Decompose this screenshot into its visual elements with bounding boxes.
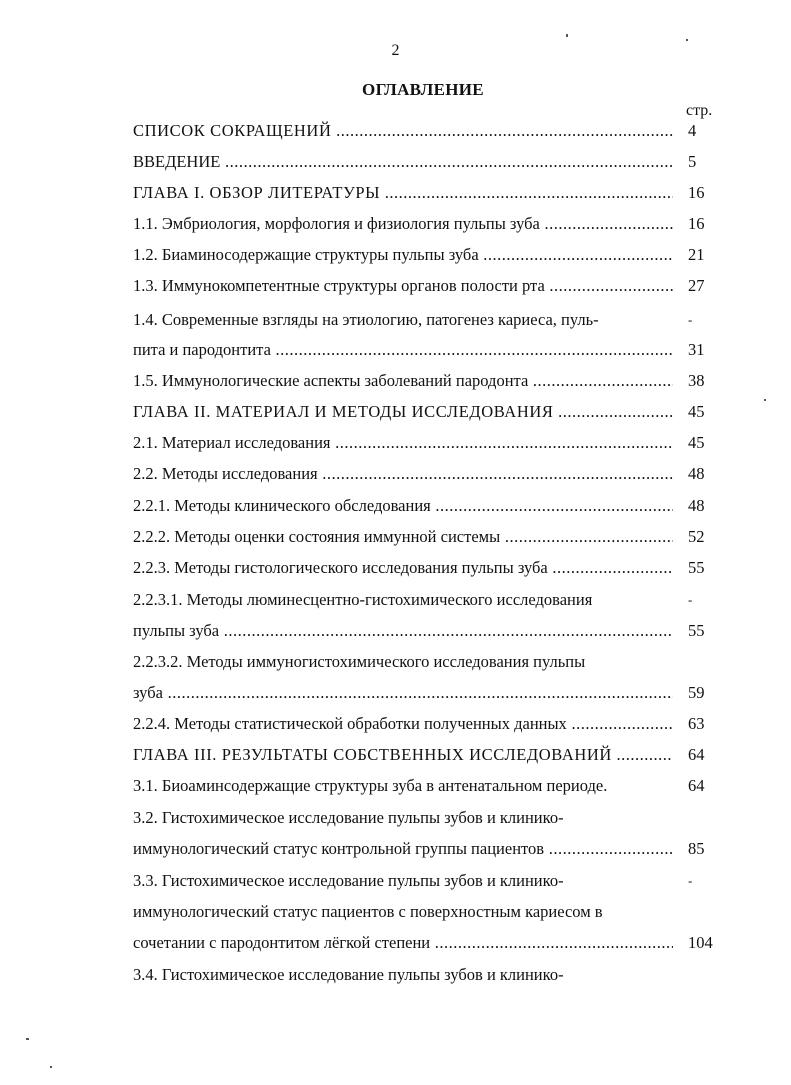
toc-entry: 1.4. Современные взгляды на этиологию, патогенез кариеса, пуль- xyxy=(133,310,599,329)
scan-speck xyxy=(50,1066,52,1068)
scan-speck xyxy=(764,399,766,401)
toc-page: 45 xyxy=(688,433,705,452)
toc-entry: сочетании с пародонтитом лёгкой степени ..... xyxy=(133,933,673,953)
toc-entry: ГЛАВА II. МАТЕРИАЛ И МЕТОДЫ ИССЛЕДОВАНИЯ ..... xyxy=(133,402,673,422)
toc-entry: 2.2. Методы исследования ..... xyxy=(133,464,673,484)
toc-entry: 3.1. Биоаминсодержащие структуры зуба в антенатальном периоде. xyxy=(133,776,608,795)
toc-page: 5 xyxy=(688,152,697,171)
toc-entry: 2.2.2. Методы оценки состояния иммунной системы ..... xyxy=(133,527,673,547)
toc-entry: пита и пародонтита ..... xyxy=(133,340,673,360)
toc-page: 16 xyxy=(688,183,705,202)
toc-entry: 2.2.4. Методы статистической обработки полученных данных ..... xyxy=(133,714,673,734)
toc-entry: ВВЕДЕНИЕ ..... xyxy=(133,152,673,172)
toc-page: - xyxy=(688,873,693,888)
toc-entry: иммунологический статус контрольной группы пациентов ..... xyxy=(133,839,673,859)
toc-page: 64 xyxy=(688,745,705,764)
toc-page: 31 xyxy=(688,340,705,359)
toc-entry: 2.2.3.2. Методы иммуногистохимического исследования пульпы xyxy=(133,652,586,671)
toc-page: 104 xyxy=(688,933,713,952)
toc-page: 27 xyxy=(688,276,705,295)
toc-entry: 3.4. Гистохимическое исследование пульпы зубов и клинико- xyxy=(133,965,564,984)
toc-page: 48 xyxy=(688,496,705,515)
toc-page: 85 xyxy=(688,839,705,858)
toc-entry: 1.2. Биаминосодержащие структуры пульпы зуба ..... xyxy=(133,245,673,265)
toc-page: 21 xyxy=(688,245,705,264)
toc-page: 52 xyxy=(688,527,705,546)
scan-speck xyxy=(686,39,688,41)
toc-page: 38 xyxy=(688,371,705,390)
toc-page: - xyxy=(688,592,693,607)
toc-page: - xyxy=(688,312,693,327)
toc-entry: ГЛАВА III. РЕЗУЛЬТАТЫ СОБСТВЕННЫХ ИССЛЕДОВАНИЙ ..... xyxy=(133,745,673,765)
scan-speck xyxy=(26,1038,29,1040)
toc-page: 45 xyxy=(688,402,705,421)
toc-entry: СПИСОК СОКРАЩЕНИЙ ..... xyxy=(133,121,673,141)
toc-page: 4 xyxy=(688,121,697,140)
toc-entry: 2.2.3.1. Методы люминесцентно-гистохимического исследования xyxy=(133,590,593,609)
toc-entry: зуба ..... xyxy=(133,683,673,703)
page-column-label: стр. xyxy=(686,102,713,119)
toc-entry: иммунологический статус пациентов с поверхностным кариесом в xyxy=(133,902,603,921)
toc-entry: 1.5. Иммунологические аспекты заболеваний пародонта ..... xyxy=(133,371,673,391)
toc-entry: 2.2.1. Методы клинического обследования ..... xyxy=(133,496,673,516)
toc-entry: 2.1. Материал исследования ..... xyxy=(133,433,673,453)
toc-page: 48 xyxy=(688,464,705,483)
toc-entry: пульпы зуба ..... xyxy=(133,621,673,641)
toc-page: 55 xyxy=(688,621,705,640)
toc-entry: 2.2.3. Методы гистологического исследования пульпы зуба ..... xyxy=(133,558,673,578)
page-number: 2 xyxy=(391,42,400,59)
scan-speck xyxy=(566,34,568,37)
toc-page: 16 xyxy=(688,214,705,233)
toc-page: 64 xyxy=(688,776,705,795)
toc-entry: 3.2. Гистохимическое исследование пульпы зубов и клинико- xyxy=(133,808,564,827)
toc-page: 55 xyxy=(688,558,705,577)
toc-page: 63 xyxy=(688,714,705,733)
page-title: ОГЛАВЛЕНИЕ xyxy=(362,80,484,99)
toc-entry: 1.3. Иммунокомпетентные структуры органов полости рта ..... xyxy=(133,276,673,296)
toc-page: 59 xyxy=(688,683,705,702)
toc-entry: 1.1. Эмбриология, морфология и физиология пульпы зуба ..... xyxy=(133,214,673,234)
toc-entry: 3.3. Гистохимическое исследование пульпы зубов и клинико- xyxy=(133,871,564,890)
toc-entry: ГЛАВА I. ОБЗОР ЛИТЕРАТУРЫ ..... xyxy=(133,183,673,203)
